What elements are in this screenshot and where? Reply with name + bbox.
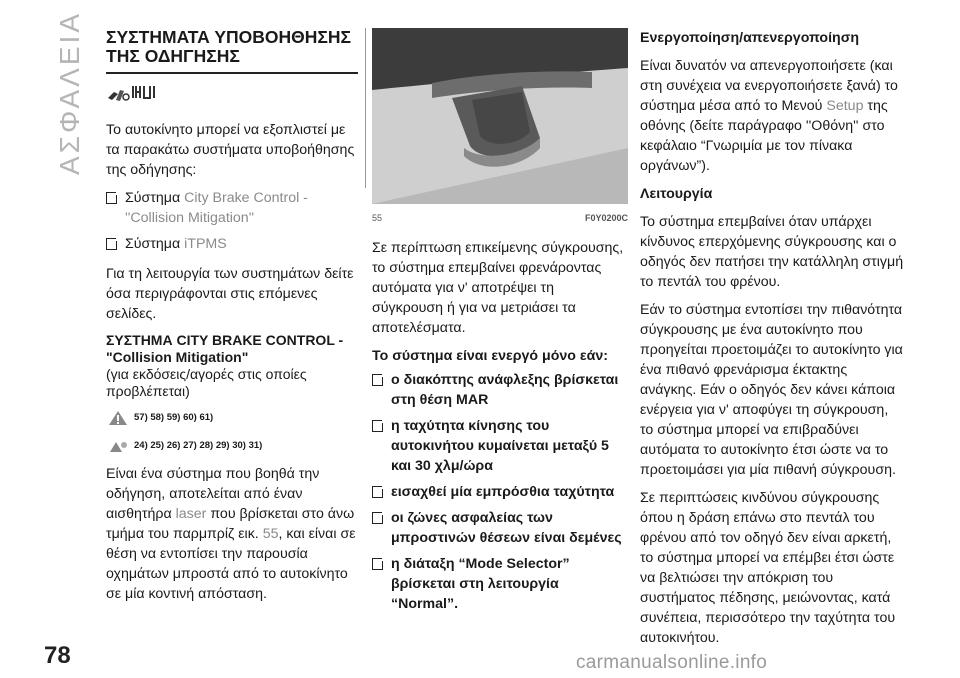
column-divider <box>365 28 366 188</box>
bullet-prefix: Σύστημα <box>125 236 181 252</box>
setup-term: Setup <box>826 98 864 114</box>
figure-caption <box>372 208 628 228</box>
bullet-box-icon <box>372 374 383 386</box>
note-refs-text: 24) 25) 26) 27) 28) 29) 30) 31) <box>134 440 263 451</box>
bullet-box-icon <box>372 486 383 498</box>
list-item <box>106 188 358 228</box>
page-number: 78 <box>44 642 71 669</box>
bullet-box-icon <box>106 238 117 250</box>
warning-triangle-icon <box>108 410 128 426</box>
list-item: η ταχύτητα κίνησης του αυτοκινήτου κυμαίνεται μεταξύ 5 και 30 χλμ/ώρα <box>372 416 628 476</box>
side-tab <box>50 10 90 176</box>
column-2 <box>372 28 628 620</box>
paragraph: Σε περίπτωση επικείμενης σύγκρουσης, το σύστημα επεμβαίνει φρενάροντας αυτόματα για ν' αποτρέψει τη σύγκρουση ή για να μετριάσει τα αποτελέσματα. <box>372 240 624 336</box>
important-note-icon <box>108 438 128 454</box>
car-symbols-icon <box>106 82 358 110</box>
subsection-subtitle: (για εκδόσεις/αγορές στις οποίες προβλέπεται) <box>106 366 307 399</box>
bullet-box-icon <box>372 420 383 432</box>
bullet-system-name: City Brake Control - ''Collision Mitigation'' <box>125 190 308 226</box>
note-refs <box>108 436 358 456</box>
subsection-heading: Ενεργοποίηση/απενεργοποίηση <box>640 30 860 46</box>
subsection-title: ΣΥΣΤΗΜΑ CITY BRAKE CONTROL - "Collision Mitigation" <box>106 332 344 365</box>
bullet-box-icon <box>372 558 383 570</box>
subsection-heading: Λειτουργία <box>640 186 713 202</box>
list-item: οι ζώνες ασφαλείας των μπροστινών θέσεων είναι δεμένες <box>372 508 628 548</box>
figure-55-image <box>372 28 628 204</box>
column-1 <box>106 28 358 612</box>
warning-refs-text: 57) 58) 59) 60) 61) <box>134 412 214 423</box>
bullet-box-icon <box>106 192 117 204</box>
paragraph: Για τη λειτουργία των συστημάτων δείτε όσα περιγράφονται στις επόμενες σελίδες. <box>106 266 354 322</box>
paragraph: Το σύστημα επεμβαίνει όταν υπάρχει κίνδυνος επερχόμενης σύγκρουσης και ο οδηγός δεν πατήσει την κατάλληλη στιγμή το πεντάλ του φρένου. <box>640 214 904 290</box>
laser-term: laser <box>175 506 207 522</box>
list-item: η διάταξη “Mode Selector” βρίσκεται στη λειτουργία “Normal”. <box>372 554 628 614</box>
conditions-title: Το σύστημα είναι ενεργό μόνο εάν: <box>372 348 608 364</box>
list-item <box>106 234 358 254</box>
bullet-system-name: iTPMS <box>184 236 227 252</box>
bullet-box-icon <box>372 512 383 524</box>
paragraph: Εάν το σύστημα εντοπίσει την πιθανότητα σύγκρουσης με ένα αυτοκίνητο που προηγείται προετοιμάζει το αυτοκίνητο για ένα πιθανό φρενάρισμα έκτακτης ανάγκης. Εάν ο οδηγός δεν κάνει κάποια ενέργεια για ν' αποφύγει τη σύγκρουση, το σύστημα μπορεί να επιβραδύνει αυτόματα το αυτοκίνητο έτσι ώστε να το προετοιμάσει για μία πιθανή σύγκρουση. <box>640 302 903 478</box>
paragraph: Είναι ένα σύστημα που βοηθά την οδήγηση, αποτελείται από έναν αισθητήρα laser που βρίσκεται στο άνω τμήμα του παρμπρίζ εικ. 55, και είναι σε θέση να εντοπίσει την παρουσία οχημάτων μπροστά από το αυτοκίνητο σε μία κοντινή απόσταση. <box>106 466 356 602</box>
side-tab-label: ΑΣΦΑΛΕΙΑ <box>54 10 85 176</box>
section-heading: ΣΥΣΤΗΜΑΤΑ ΥΠΟΒΟΗΘΗΣΗΣ ΤΗΣ ΟΔΗΓΗΣΗΣ <box>106 27 352 66</box>
figure-ref-link[interactable]: 55 <box>262 526 279 542</box>
list-item: ο διακόπτης ανάφλεξης βρίσκεται στη θέση MAR <box>372 370 628 410</box>
warning-refs <box>108 408 358 428</box>
bullet-prefix: Σύστημα <box>125 190 181 206</box>
figure-code: F0Y0200C <box>584 213 628 223</box>
figure-number: 55 <box>372 213 383 223</box>
paragraph: Είναι δυνατόν να απενεργοποιήσετε (και στη συνέχεια να ενεργοποιήσετε ξανά) το σύστημα μέσα από το Μενού Setup της οθόνης (δείτε παράγραφο ''Οθόνη'' στο κεφάλαιο “Γνωριμία με τον πίνακα οργάνων”). <box>640 58 898 174</box>
column-3 <box>640 28 904 656</box>
heading-rule <box>106 72 358 74</box>
list-item: εισαχθεί μία εμπρόσθια ταχύτητα <box>372 482 628 502</box>
intro-text: Το αυτοκίνητο μπορεί να εξοπλιστεί με τα παρακάτω συστήματα υποβοήθησης της οδήγησης: <box>106 122 355 178</box>
watermark: carmanualsonline.info <box>576 652 768 673</box>
paragraph: Σε περιπτώσεις κινδύνου σύγκρουσης όπου η δράση επάνω στο πεντάλ του φρένου από τον οδηγό δεν είναι αρκετή, το σύστημα μπορεί να επέμβει έτσι ώστε να βελτιώσει την απόκριση του συστήματος πέδησης, μειώνοντας, κατά συνέπεια, περισσότερο την ταχύτητα του αυτοκινήτου. <box>640 490 896 646</box>
